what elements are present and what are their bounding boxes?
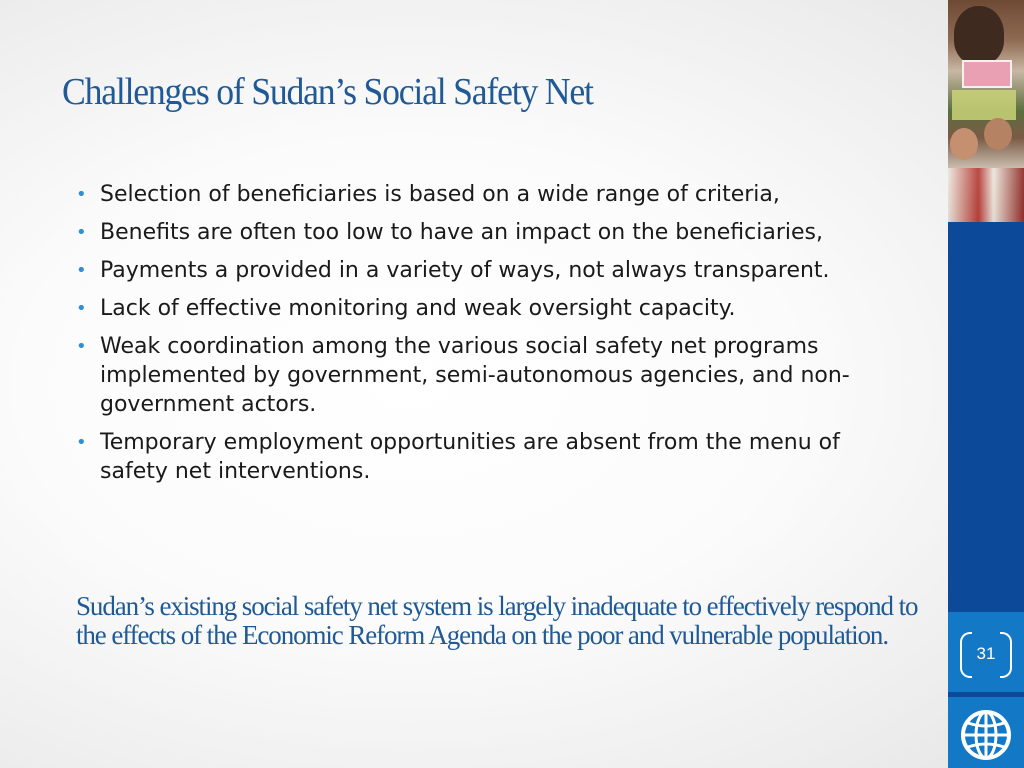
bullet-list	[76, 180, 866, 495]
bullet-item	[76, 180, 866, 209]
bullet-marker: •	[76, 432, 87, 453]
children-photo	[948, 0, 1024, 222]
slide-title: Challenges of Sudan’s Social Safety Net	[62, 71, 593, 113]
bullet-text: Weak coordination among the various social safety net programs implemented by government, semi-autonomous agencies, and non-government actors.	[100, 334, 850, 417]
right-bracket-icon	[1000, 632, 1012, 678]
bullet-item	[76, 332, 866, 419]
bullet-item	[76, 294, 866, 323]
bullet-marker: •	[76, 222, 87, 243]
logo-box	[948, 697, 1024, 768]
bullet-item	[76, 428, 866, 486]
conclusion-text: Sudan’s existing social safety net system is largely inadequate to effectively respond to the effects of the Economic Reform Agenda on the poor and vulnerable population.	[76, 591, 918, 650]
bullet-text: Selection of beneficiaries is based on a wide range of criteria,	[100, 182, 780, 207]
bullet-marker: •	[76, 260, 87, 281]
bullet-item	[76, 218, 866, 247]
bullet-text: Temporary employment opportunities are absent from the menu of safety net interventions.	[100, 430, 840, 484]
bullet-item	[76, 256, 866, 285]
bullet-text: Payments a provided in a variety of ways, not always transparent.	[100, 258, 830, 283]
page-number-box	[948, 612, 1024, 692]
page-number: 31	[976, 644, 996, 663]
bullet-text: Benefits are often too low to have an impact on the beneficiaries,	[100, 220, 823, 245]
bullet-text: Lack of effective monitoring and weak oversight capacity.	[100, 296, 736, 321]
bullet-marker: •	[76, 184, 87, 205]
right-sidebar	[948, 0, 1024, 768]
bullet-marker: •	[76, 298, 87, 319]
world-bank-globe-icon	[960, 709, 1012, 761]
bullet-marker: •	[76, 336, 87, 357]
